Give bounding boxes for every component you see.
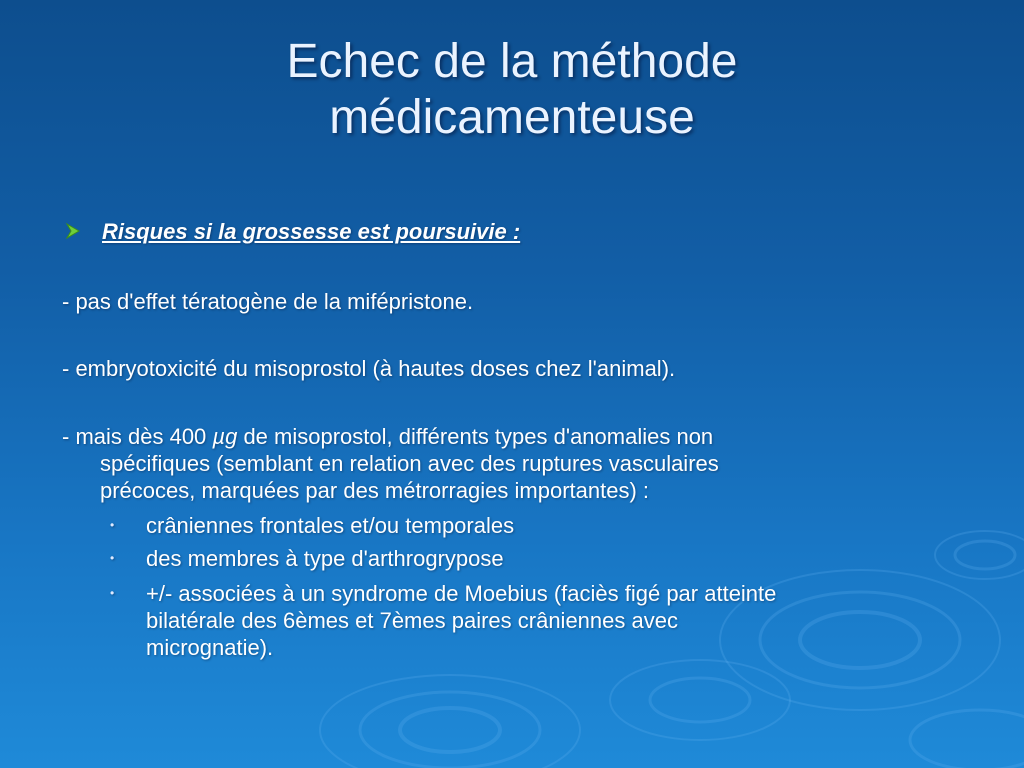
sub-item-line-3: micrognatie). bbox=[146, 635, 274, 660]
unit-microgram: µg bbox=[212, 424, 238, 449]
line-prefix: - mais dès 400 bbox=[62, 424, 213, 449]
paragraph-text: - pas d'effet tératogène de la mifépristone. bbox=[62, 289, 474, 314]
paragraph-line-1 bbox=[62, 423, 962, 450]
line-suffix: de misoprostol, différents types d'anomalies non bbox=[237, 424, 714, 449]
paragraph-embryotoxicity bbox=[62, 355, 962, 382]
heading-text: Risques si la grossesse est poursuivie : bbox=[102, 219, 521, 244]
paragraph-line-3: précoces, marquées par des métrorragies importantes) : bbox=[100, 478, 650, 503]
paragraph-teratogen bbox=[62, 288, 962, 315]
sub-item-cranial bbox=[110, 512, 980, 539]
sub-item-text: des membres à type d'arthrogrypose bbox=[146, 546, 504, 571]
paragraph-text: - embryotoxicité du misoprostol (à hautes doses chez l'animal). bbox=[62, 356, 676, 381]
sub-item-text: crâniennes frontales et/ou temporales bbox=[146, 513, 515, 538]
sub-item-moebius bbox=[110, 580, 980, 661]
sub-item-limbs bbox=[110, 545, 980, 572]
title-line-2: médicamenteuse bbox=[329, 91, 695, 144]
paragraph-misoprostol bbox=[62, 423, 962, 504]
dot-bullet-icon: • bbox=[110, 551, 115, 565]
slide-title bbox=[120, 34, 904, 146]
sub-item-line-2: bilatérale des 6èmes et 7èmes paires crâniennes avec bbox=[146, 608, 678, 633]
arrow-bullet-icon bbox=[64, 222, 82, 240]
title-line-1: Echec de la méthode bbox=[286, 35, 738, 88]
dot-bullet-icon: • bbox=[110, 586, 115, 600]
sub-item-line-1: +/- associées à un syndrome de Moebius (faciès figé par atteinte bbox=[146, 581, 777, 606]
paragraph-line-2: spécifiques (semblant en relation avec des ruptures vasculaires bbox=[100, 451, 719, 476]
dot-bullet-icon: • bbox=[110, 518, 115, 532]
